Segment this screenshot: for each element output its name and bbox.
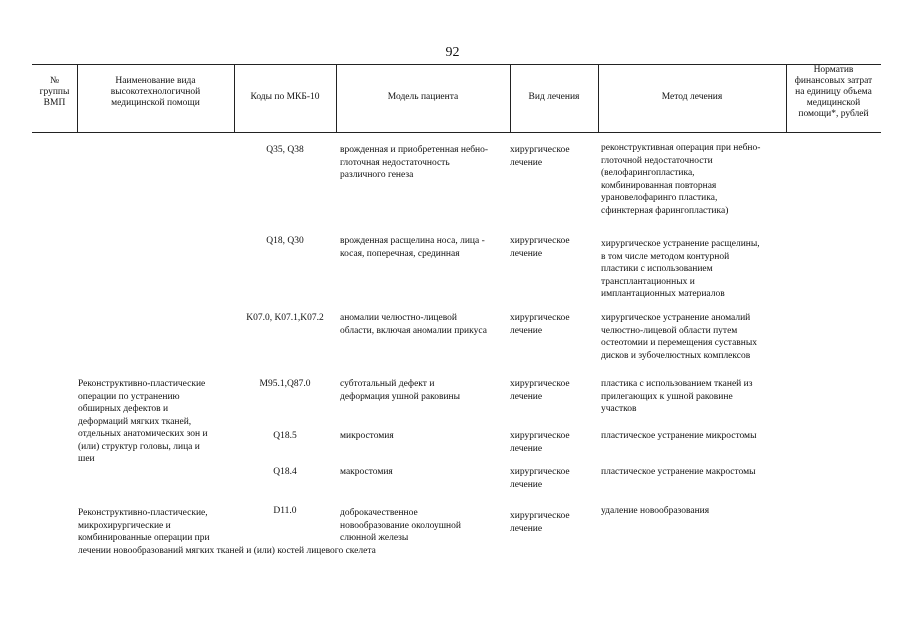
patient-model: субтотальный дефект и деформация ушной раковины xyxy=(340,379,460,402)
vmp-type-name-continued: лечении новообразований мягких тканей и (или) костей лицевого скелета xyxy=(78,546,376,556)
header-treatment-type: Вид лечения xyxy=(528,92,580,102)
treatment-type: хирургическое лечение xyxy=(510,145,570,168)
treatment-type: хирургическое лечение xyxy=(510,431,570,454)
header-top-rule xyxy=(32,64,881,65)
vmp-type-name: Реконструктивно-пластические, микрохирургические и комбинированные операции при xyxy=(78,508,210,543)
patient-model: доброкачественное новообразование околоушной слюнной железы xyxy=(340,508,461,543)
treatment-type: хирургическое лечение xyxy=(510,511,570,534)
vmp-type-name: Реконструктивно-пластические операции по устранению обширных дефектов и деформаций мягких тканей, отдельных анатомических зон и (или) структур головы, лица и шеи xyxy=(78,379,208,464)
treatment-method: хирургическое устранение расщелины, в том числе методом контурной пластики с использованием трансплантационных и имплантационных материалов xyxy=(601,239,760,299)
header-treatment-method: Метод лечения xyxy=(661,92,723,102)
treatment-method: пластическое устранение макростомы xyxy=(601,467,756,477)
icd-code: Q18.4 xyxy=(273,467,297,477)
patient-model: врожденная расщелина носа, лица - косая, поперечная, срединная xyxy=(340,236,485,259)
icd-code: D11.0 xyxy=(273,506,297,516)
treatment-type: хирургическое лечение xyxy=(510,467,570,490)
header-icd-codes: Коды по МКБ-10 xyxy=(250,92,320,102)
icd-code: M95.1,Q87.0 xyxy=(259,379,311,389)
header-vmp-name: Наименование вида высокотехнологичной медицинской помощи xyxy=(110,76,201,108)
treatment-method: реконструктивная операция при небно- глоточной недостаточности (велофарингопластика, комбинированная повторная урановелофаринго пластика, сфинктерная фарингопластика) xyxy=(601,143,761,216)
icd-code: Q35, Q38 xyxy=(266,145,304,155)
treatment-method: хирургическое устранение аномалий челюстно-лицевой области путем остеотомии и перемещения суставных дисков и зубочелюстных комплексов xyxy=(601,313,757,361)
patient-model: врожденная и приобретенная небно- глоточная недостаточность различного генеза xyxy=(340,145,489,180)
treatment-method: пластическое устранение микростомы xyxy=(601,431,757,441)
treatment-method: удаление новообразования xyxy=(601,506,710,516)
icd-code: K07.0, K07.1,K07.2 xyxy=(246,313,324,323)
icd-code: Q18.5 xyxy=(273,431,297,441)
patient-model: аномалии челюстно-лицевой области, включая аномалии прикуса xyxy=(340,313,487,336)
treatment-type: хирургическое лечение xyxy=(510,379,570,402)
header-bottom-rule xyxy=(32,132,881,133)
patient-model: макростомия xyxy=(340,467,393,477)
treatment-type: хирургическое лечение xyxy=(510,236,570,259)
treatment-type: хирургическое лечение xyxy=(510,313,570,336)
treatment-method: пластика с использованием тканей из прилегающих к ушной раковине участков xyxy=(601,379,753,414)
header-patient-model: Модель пациента xyxy=(387,92,459,102)
patient-model: микростомия xyxy=(340,431,394,441)
page-number: 92 xyxy=(445,45,460,60)
header-group-number: № группы ВМП xyxy=(39,76,70,108)
icd-code: Q18, Q30 xyxy=(266,236,304,246)
header-cost-norm: Норматив финансовых затрат на единицу объема медицинской помощи*, рублей xyxy=(794,65,873,119)
